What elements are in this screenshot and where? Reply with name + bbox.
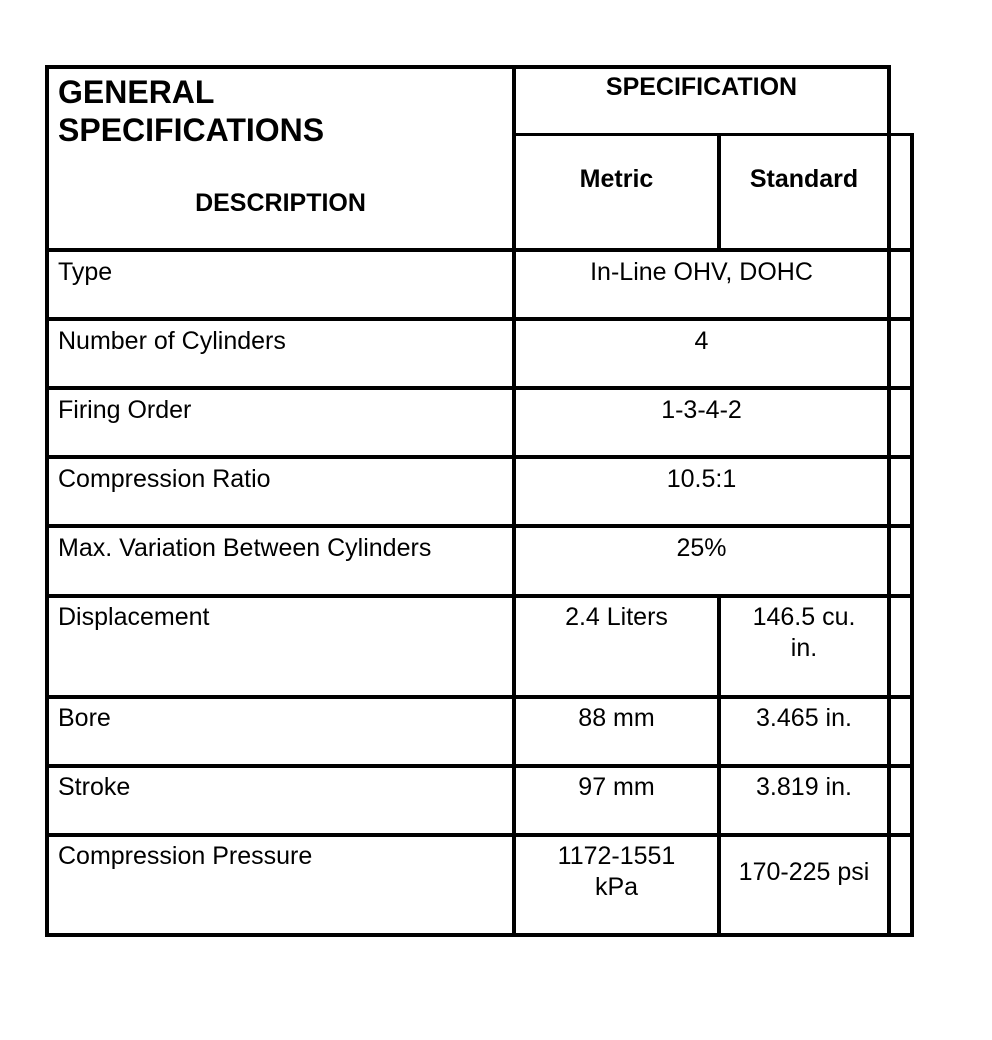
spec-description: Stroke — [58, 773, 131, 801]
table-border-bottom — [45, 933, 914, 937]
spec-standard-value: 3.465 in. — [756, 704, 852, 732]
table-border-top — [45, 65, 891, 69]
spec-metric-value-line1: 1172-1551 — [557, 842, 676, 870]
spec-column-divider — [512, 65, 516, 937]
table-title — [58, 73, 508, 149]
spec-description: Bore — [58, 704, 111, 732]
spec-description: Max. Variation Between Cylinders — [58, 534, 432, 562]
specification-header: SPECIFICATION — [605, 73, 798, 101]
spec-metric-value-line2: kPa — [594, 873, 639, 901]
spec-description: Displacement — [58, 603, 210, 631]
row-divider — [45, 594, 914, 598]
spec-value: In-Line OHV, DOHC — [590, 258, 813, 286]
spec-value: 4 — [694, 327, 709, 355]
spec-standard-value — [721, 602, 887, 664]
row-divider — [45, 833, 914, 837]
row-divider — [45, 455, 914, 459]
outer-right-border — [910, 133, 914, 937]
table-title-line1: GENERAL — [58, 74, 215, 110]
spec-standard-value-line1: 146.5 cu. — [752, 603, 856, 631]
spec-description: Firing Order — [58, 396, 192, 424]
spec-metric-value — [516, 841, 717, 903]
row-divider — [45, 764, 914, 768]
row-divider — [45, 524, 914, 528]
spec-metric-value: 2.4 Liters — [565, 603, 668, 631]
row-divider — [45, 386, 914, 390]
spec-metric-value: 97 mm — [578, 773, 655, 801]
spec-description: Compression Ratio — [58, 465, 271, 493]
specification-header-divider — [512, 133, 914, 136]
spec-standard-value: 170-225 psi — [738, 858, 870, 886]
spec-value: 25% — [676, 534, 727, 562]
row-divider — [45, 317, 914, 321]
spec-description: Number of Cylinders — [58, 327, 286, 355]
spec-description: Type — [58, 258, 113, 286]
spec-right-border — [887, 65, 891, 937]
spec-metric-value: 88 mm — [578, 704, 655, 732]
spec-description: Compression Pressure — [58, 842, 313, 870]
spec-value: 1-3-4-2 — [661, 396, 742, 424]
row-divider — [45, 248, 914, 252]
spec-value: 10.5:1 — [666, 465, 737, 493]
spec-standard-value-line2: in. — [790, 634, 818, 662]
standard-header: Standard — [749, 165, 859, 193]
description-header: DESCRIPTION — [195, 189, 366, 217]
row-divider — [45, 695, 914, 699]
table-title-line2: SPECIFICATIONS — [58, 112, 325, 148]
metric-header: Metric — [579, 165, 654, 193]
spec-standard-value: 3.819 in. — [756, 773, 852, 801]
